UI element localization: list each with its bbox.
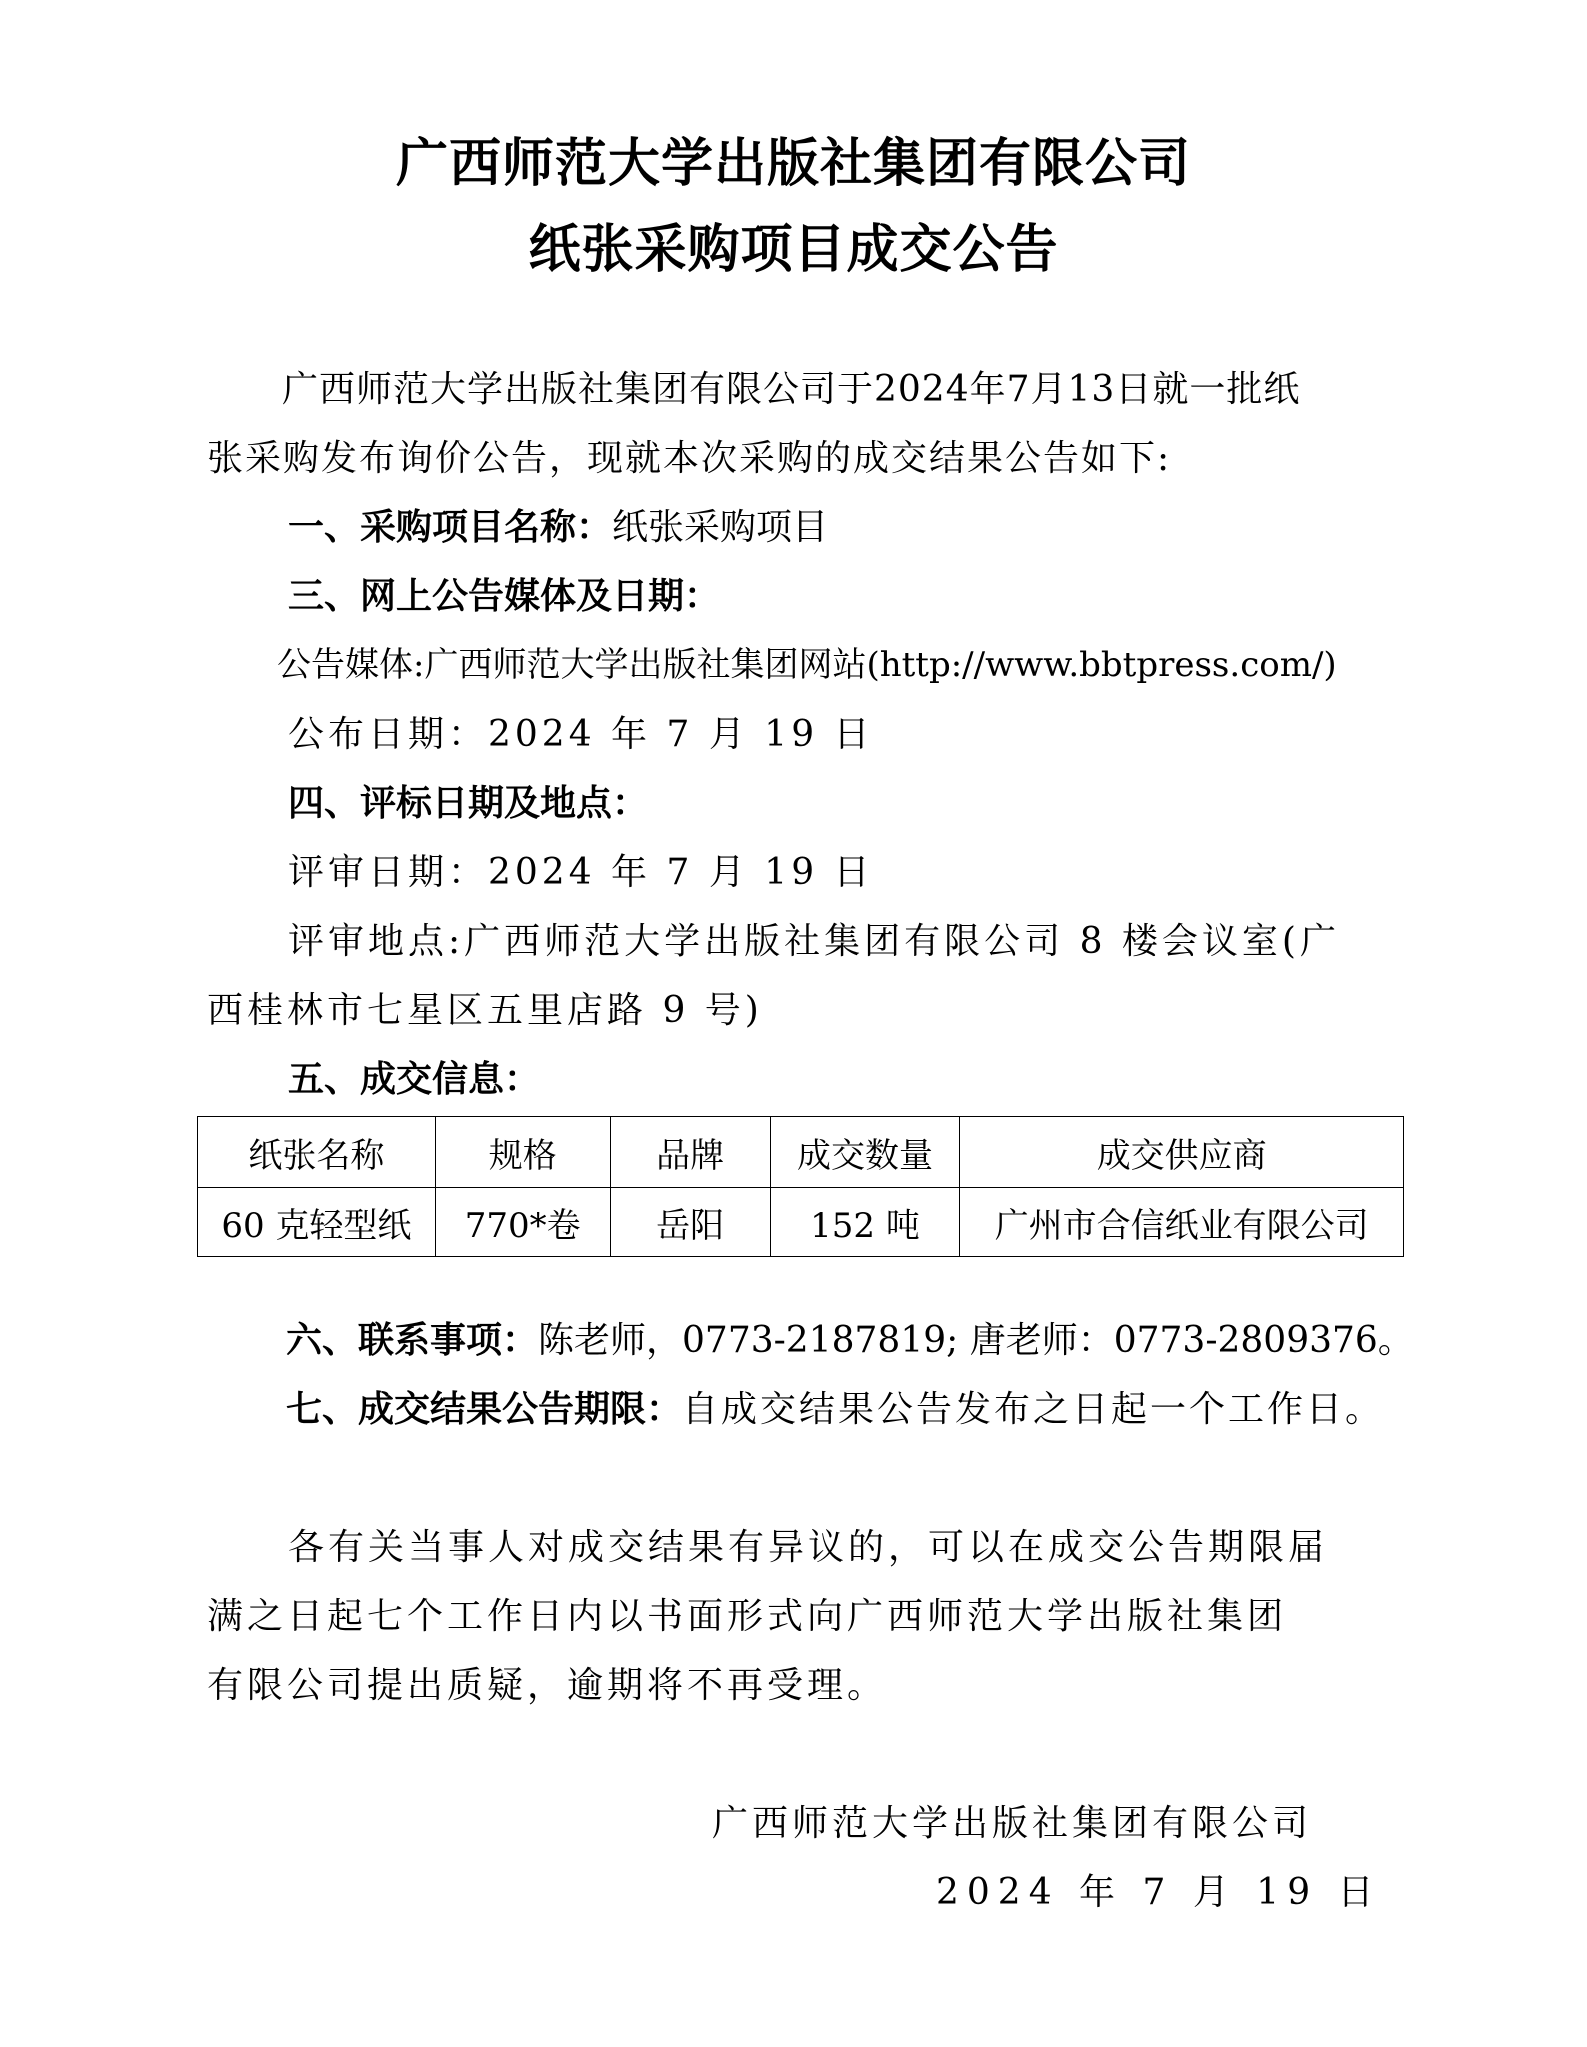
col-header-supplier: 成交供应商	[960, 1117, 1404, 1188]
deal-info-table	[197, 1116, 1404, 1257]
intro-line-1: 广西师范大学出版社集团有限公司于2024年7月13日就一批纸	[282, 369, 1301, 410]
signature-org: 广西师范大学出版社集团有限公司	[712, 1803, 1313, 1844]
section-1-heading: 一、采购项目名称：	[288, 507, 613, 548]
section-1	[288, 507, 829, 548]
review-place-line-1: 评审地点:广西师范大学出版社集团有限公司 8 楼会议室(广	[288, 921, 1340, 962]
col-header-spec: 规格	[435, 1117, 610, 1188]
section-3-heading	[288, 576, 721, 617]
section-7	[286, 1389, 1385, 1430]
section-7-heading: 七、成交结果公告期限：	[286, 1389, 683, 1430]
col-header-paper-name: 纸张名称	[198, 1117, 436, 1188]
table-header-row	[198, 1117, 1404, 1188]
section-3-heading-text: 三、网上公告媒体及日期：	[288, 576, 721, 617]
cell-brand: 岳阳	[610, 1188, 770, 1257]
cell-spec: 770*卷	[435, 1188, 610, 1257]
cell-supplier: 广州市合信纸业有限公司	[960, 1188, 1404, 1257]
media-line: 公告媒体:广西师范大学出版社集团网站(http://www.bbtpress.com/)	[277, 645, 1337, 685]
col-header-quantity: 成交数量	[770, 1117, 960, 1188]
section-4-heading-text: 四、评标日期及地点：	[288, 783, 649, 824]
section-6	[286, 1320, 1414, 1361]
intro-line-2: 张采购发布询价公告，现就本次采购的成交结果公告如下:	[207, 438, 1172, 479]
section-6-value: 陈老师，0773-2187819; 唐老师：0773-2809376。	[538, 1320, 1414, 1361]
notice-line-2: 满之日起七个工作日内以书面形式向广西师范大学出版社集团	[207, 1596, 1288, 1637]
notice-line-1: 各有关当事人对成交结果有异议的，可以在成交公告期限届	[288, 1527, 1329, 1568]
cell-quantity: 152 吨	[770, 1188, 960, 1257]
cell-paper-name: 60 克轻型纸	[198, 1188, 436, 1257]
table-row	[198, 1188, 1404, 1257]
section-6-heading: 六、联系事项：	[286, 1320, 539, 1361]
section-5-heading-text: 五、成交信息：	[288, 1059, 541, 1100]
review-place-line-2: 西桂林市七星区五里店路 9 号)	[207, 990, 763, 1031]
review-date-line: 评审日期：2024 年 7 月 19 日	[288, 852, 874, 893]
publish-date-line: 公布日期：2024 年 7 月 19 日	[288, 714, 874, 755]
title-line-1: 广西师范大学出版社集团有限公司	[395, 133, 1191, 194]
col-header-brand: 品牌	[610, 1117, 770, 1188]
notice-line-3: 有限公司提出质疑，逾期将不再受理。	[207, 1665, 888, 1706]
section-7-value: 自成交结果公告发布之日起一个工作日。	[682, 1389, 1385, 1430]
section-1-value: 纸张采购项目	[612, 507, 829, 548]
section-5-heading	[288, 1059, 541, 1100]
signature-date: 2024 年 7 月 19 日	[936, 1872, 1382, 1913]
title-line-2: 纸张采购项目成交公告	[528, 219, 1059, 280]
section-4-heading	[288, 783, 649, 824]
